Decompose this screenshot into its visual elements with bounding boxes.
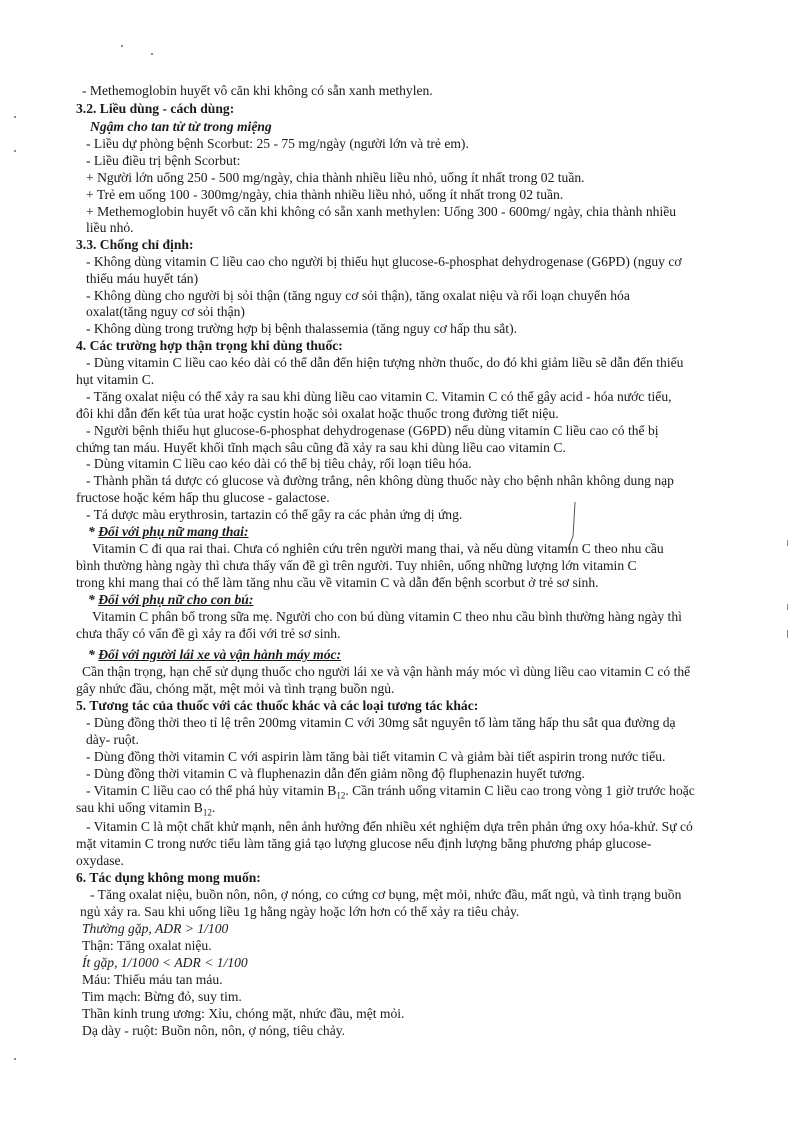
text-line: ngủ xảy ra. Sau khi uống liều 1g hằng ngày hoặc lớn hơn có thể xảy ra tiêu chảy. — [80, 904, 520, 919]
text-line: + Trẻ em uống 100 - 300mg/ngày, chia thành nhiều liều nhỏ, uống ít nhất trong 02 tuần. — [86, 187, 564, 202]
subsection-driving — [88, 647, 341, 663]
bullet-star: * — [88, 524, 99, 539]
section-heading: 4. Các trường hợp thận trọng khi dùng thuốc: — [76, 338, 343, 353]
text-line: bình thường hàng ngày thì chưa thấy vấn đề gì trên người. Tuy nhiên, uống những lượng lớn vitamin C — [76, 558, 637, 573]
text-line: + Người lớn uống 250 - 500 mg/ngày, chia thành nhiều liều nhỏ, uống ít nhất trong 02 tuần. — [86, 170, 585, 185]
text-line: Máu: Thiếu máu tan máu. — [82, 972, 223, 987]
scan-speck — [14, 1058, 16, 1060]
text-line: - Liều điều trị bệnh Scorbut: — [86, 153, 241, 168]
text-line: - Người bệnh thiếu hụt glucose-6-phosphat dehydrogenase (G6PD) nếu dùng vitamin C liều cao có thể bị — [86, 423, 659, 438]
scan-speck — [14, 116, 16, 118]
bullet-star: * — [88, 592, 99, 607]
text-line: Thận: Tăng oxalat niệu. — [82, 938, 212, 953]
text-line: - Không dùng cho người bị sỏi thận (tăng nguy cơ sỏi thận), tăng oxalat niệu và rối loạn chuyển hóa — [86, 288, 630, 303]
text-line: - Methemoglobin huyết vô căn khi không có sẵn xanh methylen. — [82, 83, 433, 98]
subscript: 12 — [202, 807, 212, 818]
text-line: Tim mạch: Bừng đỏ, suy tim. — [82, 989, 242, 1004]
text-line: - Dùng đồng thời theo tỉ lệ trên 200mg vitamin C với 30mg sắt nguyên tố làm tăng hấp thu sắt qua đường dạ — [86, 715, 676, 730]
subscript: 12 — [336, 790, 346, 801]
text-segment: sau khi uống vitamin B — [76, 800, 203, 815]
subheading-underlined: Đối với phụ nữ cho con bú: — [98, 592, 254, 607]
text-line: - Tăng oxalat niệu có thể xảy ra sau khi dùng liều cao vitamin C. Vitamin C có thể gây acid - hóa nước tiểu, — [86, 389, 672, 404]
text-line: đôi khi dẫn đến kết tủa urat hoặc cystin hoặc sỏi oxalat hoặc thuốc trong đường tiết niệu. — [76, 406, 559, 421]
text-line: Vitamin C đi qua rai thai. Chưa có nghiên cứu trên người mang thai, và nếu dùng vitamin C theo nhu cầu — [92, 541, 664, 556]
text-line: hụt vitamin C. — [76, 372, 155, 387]
text-line: - Liều dự phòng bệnh Scorbut: 25 - 75 mg/ngày (người lớn và trẻ em). — [86, 136, 469, 151]
text-line: Cần thận trọng, hạn chế sử dụng thuốc cho người lái xe và vận hành máy móc vì dùng liều cao vitamin C có thể — [82, 664, 691, 679]
subsection-breastfeeding — [88, 592, 253, 608]
text-line-b12 — [76, 800, 215, 821]
text-line: - Thành phần tá dược có glucose và đường trắng, nên không dùng thuốc này cho bệnh nhân không dung nạp — [86, 473, 674, 488]
margin-mark — [787, 540, 788, 546]
scan-speck — [14, 150, 16, 152]
scan-speck — [121, 45, 123, 47]
text-line: - Tá dược màu erythrosin, tartazin có thể gây ra các phản ứng dị ứng. — [86, 507, 463, 522]
frequency-label: Ít gặp, 1/1000 < ADR < 1/100 — [82, 955, 248, 970]
section-heading: 3.3. Chống chỉ định: — [76, 237, 194, 252]
text-line: - Dùng đồng thời vitamin C và fluphenazin dẫn đến giảm nồng độ fluphenazin huyết tương. — [86, 766, 585, 781]
frequency-label: Thường gặp, ADR > 1/100 — [82, 921, 229, 936]
section-heading: 5. Tương tác của thuốc với các thuốc khác và các loại tương tác khác: — [76, 698, 479, 713]
text-line: - Không dùng vitamin C liều cao cho người bị thiếu hụt glucose-6-phosphat dehydrogenase (G6PD) (nguy cơ — [86, 254, 682, 269]
scan-speck — [151, 53, 153, 55]
margin-mark — [787, 604, 788, 610]
text-line: mặt vitamin C trong nước tiểu làm tăng giả tạo lượng glucose nếu định lượng bằng phương pháp glucose- — [76, 836, 652, 851]
text-line: Dạ dày - ruột: Buồn nôn, nôn, ợ nóng, tiêu chảy. — [82, 1023, 346, 1038]
text-line: - Không dùng trong trường hợp bị bệnh thalassemia (tăng nguy cơ hấp thu sắt). — [86, 321, 518, 336]
section-heading: 6. Tác dụng không mong muốn: — [76, 870, 261, 885]
text-line: - Tăng oxalat niệu, buồn nôn, nôn, ợ nóng, co cứng cơ bụng, mệt mỏi, nhức đầu, mất ngủ, và tình trạng buồn — [90, 887, 682, 902]
text-line: liều nhỏ. — [86, 220, 134, 235]
section-heading: 3.2. Liều dùng - cách dùng: — [76, 101, 235, 116]
subheading-underlined: Đối với người lái xe và vận hành máy móc: — [98, 647, 342, 662]
text-segment: . — [211, 800, 216, 815]
subheading-underlined: Đối với phụ nữ mang thai: — [98, 524, 249, 539]
text-line: oxydase. — [76, 853, 124, 868]
text-line: Vitamin C phân bố trong sữa mẹ. Người cho con bú dùng vitamin C theo nhu cầu bình thường hàng ngày thì — [92, 609, 682, 624]
text-line: + Methemoglobin huyết vô căn khi không có sẵn xanh methylen: Uống 300 - 600mg/ ngày, chia thành nhiều — [86, 204, 677, 219]
text-line: - Dùng vitamin C liều cao kéo dài có thể dẫn đến hiện tượng nhờn thuốc, do đó khi giảm liều sẽ dẫn đến thiếu — [86, 355, 684, 370]
text-line: - Dùng đồng thời vitamin C với aspirin làm tăng bài tiết vitamin C và giảm bài tiết aspirin trong nước tiểu. — [86, 749, 666, 764]
text-line: oxalat(tăng nguy cơ sỏi thận) — [86, 304, 245, 319]
bullet-star: * — [88, 647, 99, 662]
text-line: thiếu máu huyết tán) — [86, 271, 199, 286]
text-line: - Dùng vitamin C liều cao kéo dài có thể bị tiêu chảy, rối loạn tiêu hóa. — [86, 456, 472, 471]
margin-mark — [787, 630, 788, 638]
text-line: gây nhức đầu, chóng mặt, mệt mỏi và tình trạng buồn ngủ. — [76, 681, 395, 696]
subheading: Ngậm cho tan từ từ trong miệng — [90, 119, 272, 134]
text-segment: - Vitamin C liều cao có thể phá hủy vitamin B — [86, 783, 337, 798]
text-line: chứng tan máu. Huyết khối tĩnh mạch sâu cũng đã xảy ra sau khi dùng liều cao vitamin C. — [76, 440, 566, 455]
text-line: Thần kinh trung ương: Xỉu, chóng mặt, nhức đầu, mệt mỏi. — [82, 1006, 405, 1021]
text-segment: . Cần tránh uống vitamin C liều cao trong vòng 1 giờ trước hoặc — [345, 783, 695, 798]
text-line: trong khi mang thai có thể làm tăng nhu cầu về vitamin C và dẫn đến bệnh scorbut ở trẻ sơ sinh. — [76, 575, 599, 590]
text-line: chưa thấy có vấn đề gì xảy ra đối với trẻ sơ sinh. — [76, 626, 341, 641]
text-line: dày- ruột. — [86, 732, 139, 747]
text-line: fructose hoặc kém hấp thu glucose - galactose. — [76, 490, 330, 505]
text-line: - Vitamin C là một chất khử mạnh, nên ảnh hưởng đến nhiều xét nghiệm dựa trên phản ứng oxy hóa-khử. Sự có — [86, 819, 693, 834]
subsection-pregnancy — [88, 524, 248, 540]
